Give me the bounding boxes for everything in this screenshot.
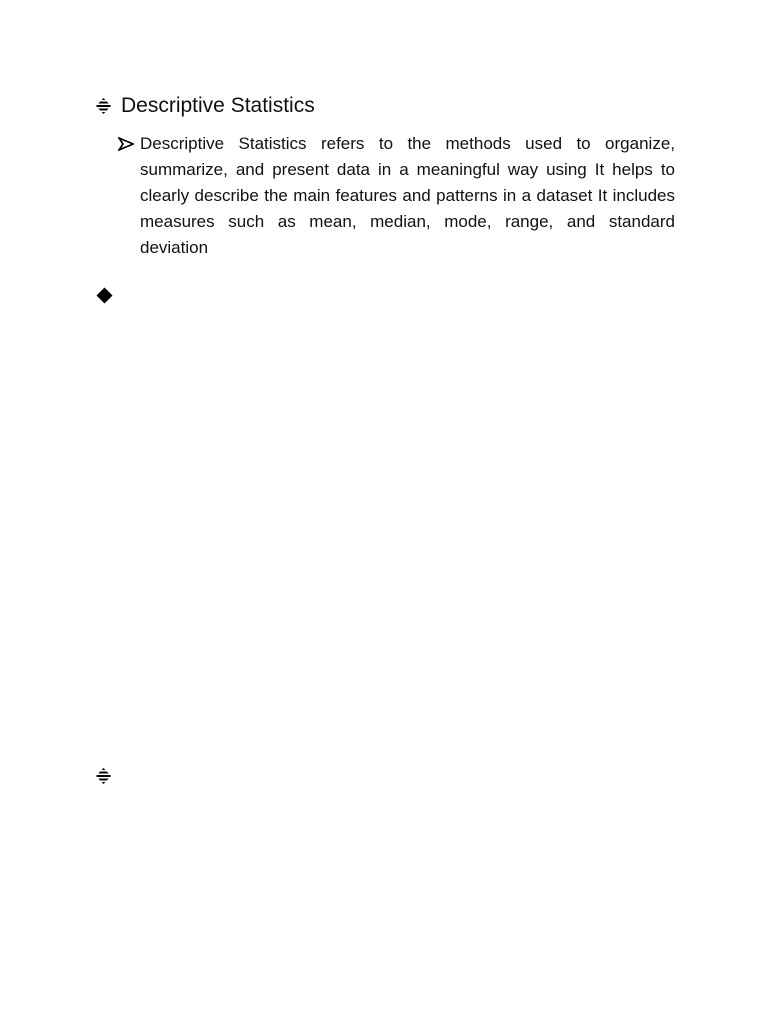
arrowhead-icon bbox=[118, 131, 134, 157]
section-heading bbox=[96, 92, 315, 120]
list-item bbox=[118, 131, 678, 261]
section-title: Descriptive Statistics bbox=[121, 94, 315, 117]
paragraph-text: Descriptive Statistics refers to the methods used to organize, summarize, and present data in a meaningful way using It helps to clearly describe the main features and patterns in a dataset It includes measures such as mean, median, mode, range, and standard deviation bbox=[140, 134, 675, 257]
striped-diamond-icon bbox=[96, 768, 111, 784]
striped-diamond-icon bbox=[96, 98, 111, 114]
solid-diamond-icon bbox=[96, 287, 113, 304]
